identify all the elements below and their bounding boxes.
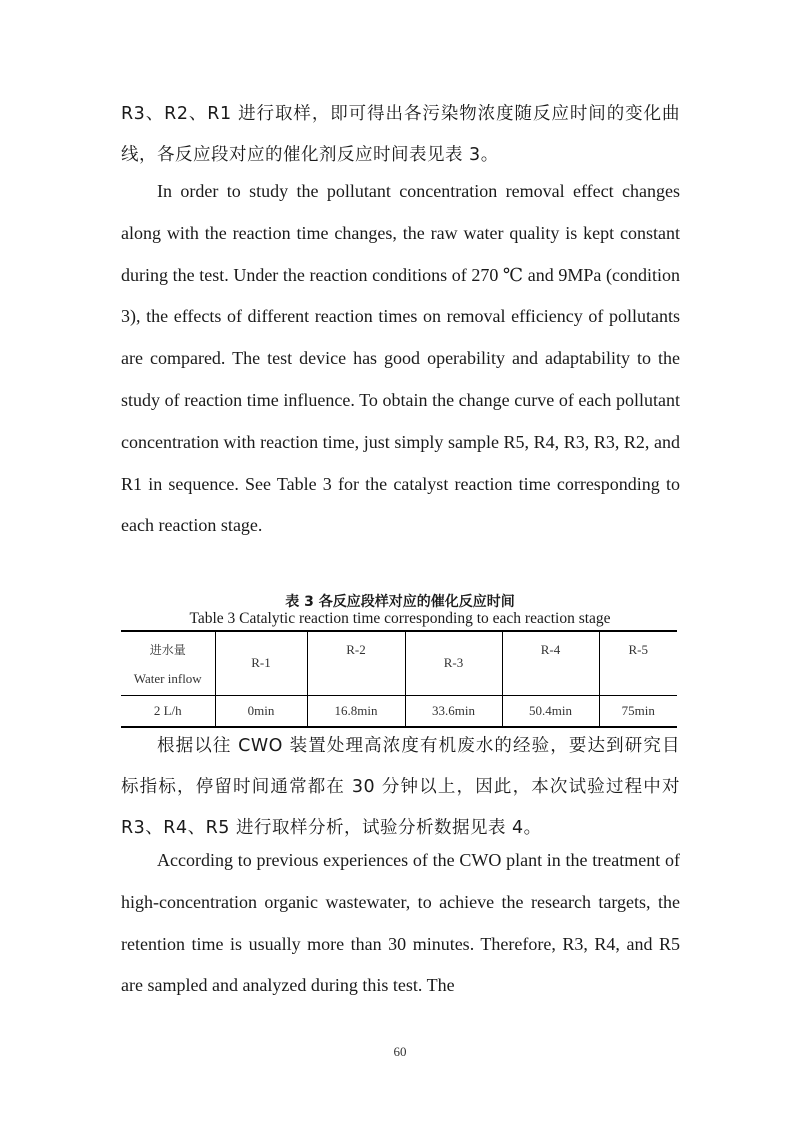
header-inflow-zh: 进水量 (149, 643, 186, 658)
header-water-inflow (121, 631, 215, 695)
table-caption-zh: 表 3 各反应段样对应的催化反应时间 (285, 594, 515, 610)
paragraph-en-2: According to previous experiences of the CWO plant in the treatment of high-concentration organic wastewater, to achieve the research targets, the retention time is usually more than 30 minutes. Therefore, R3, R4, and R5 are sampled and analyzed during this test. The (121, 850, 680, 996)
table-caption-en: Table 3 Catalytic reaction time corresponding to each reaction stage (189, 610, 611, 627)
cell-r3: 33.6min (405, 695, 502, 727)
header-r4: R-4 (502, 631, 599, 695)
paragraph-en-1: In order to study the pollutant concentration removal effect changes along with the reaction time changes, the raw water quality is kept constant during the test. Under the reaction conditions of 270 ℃ and 9MPa (condition 3), the effects of different reaction times on removal efficiency of pollutants are compared. The test device has good operability and adaptability to the study of reaction time influence. To obtain the change curve of each pollutant concentration with reaction time, just simply sample R5, R4, R3, R3, R2, and R1 in sequence. See Table 3 for the catalyst reaction time corresponding to each reaction stage. (121, 181, 680, 536)
paragraph-zh-2: 根据以往 CWO 装置处理高浓度有机废水的经验，要达到研究目标指标，停留时间通常都在 30 分钟以上，因此，本次试验过程中对 R3、R4、R5 进行取样分析，试验分析数据见表 4。 (121, 736, 680, 838)
cell-r5: 75min (599, 695, 677, 727)
reaction-time-table (121, 630, 677, 728)
cell-r4: 50.4min (502, 695, 599, 727)
table-header-row (121, 631, 677, 695)
header-r5: R-5 (599, 631, 677, 695)
header-r1: R-1 (215, 631, 307, 695)
header-r3: R-3 (405, 631, 502, 695)
cell-inflow: 2 L/h (121, 695, 215, 727)
cell-r1: 0min (215, 695, 307, 727)
header-inflow-en: Water inflow (133, 671, 202, 687)
header-r2: R-2 (307, 631, 405, 695)
paragraph-zh-1: R3、R2、R1 进行取样，即可得出各污染物浓度随反应时间的变化曲线，各反应段对应的催化剂反应时间表见表 3。 (121, 104, 680, 165)
page-number: 60 (393, 1044, 407, 1059)
cell-r2: 16.8min (307, 695, 405, 727)
table-row (121, 695, 677, 727)
